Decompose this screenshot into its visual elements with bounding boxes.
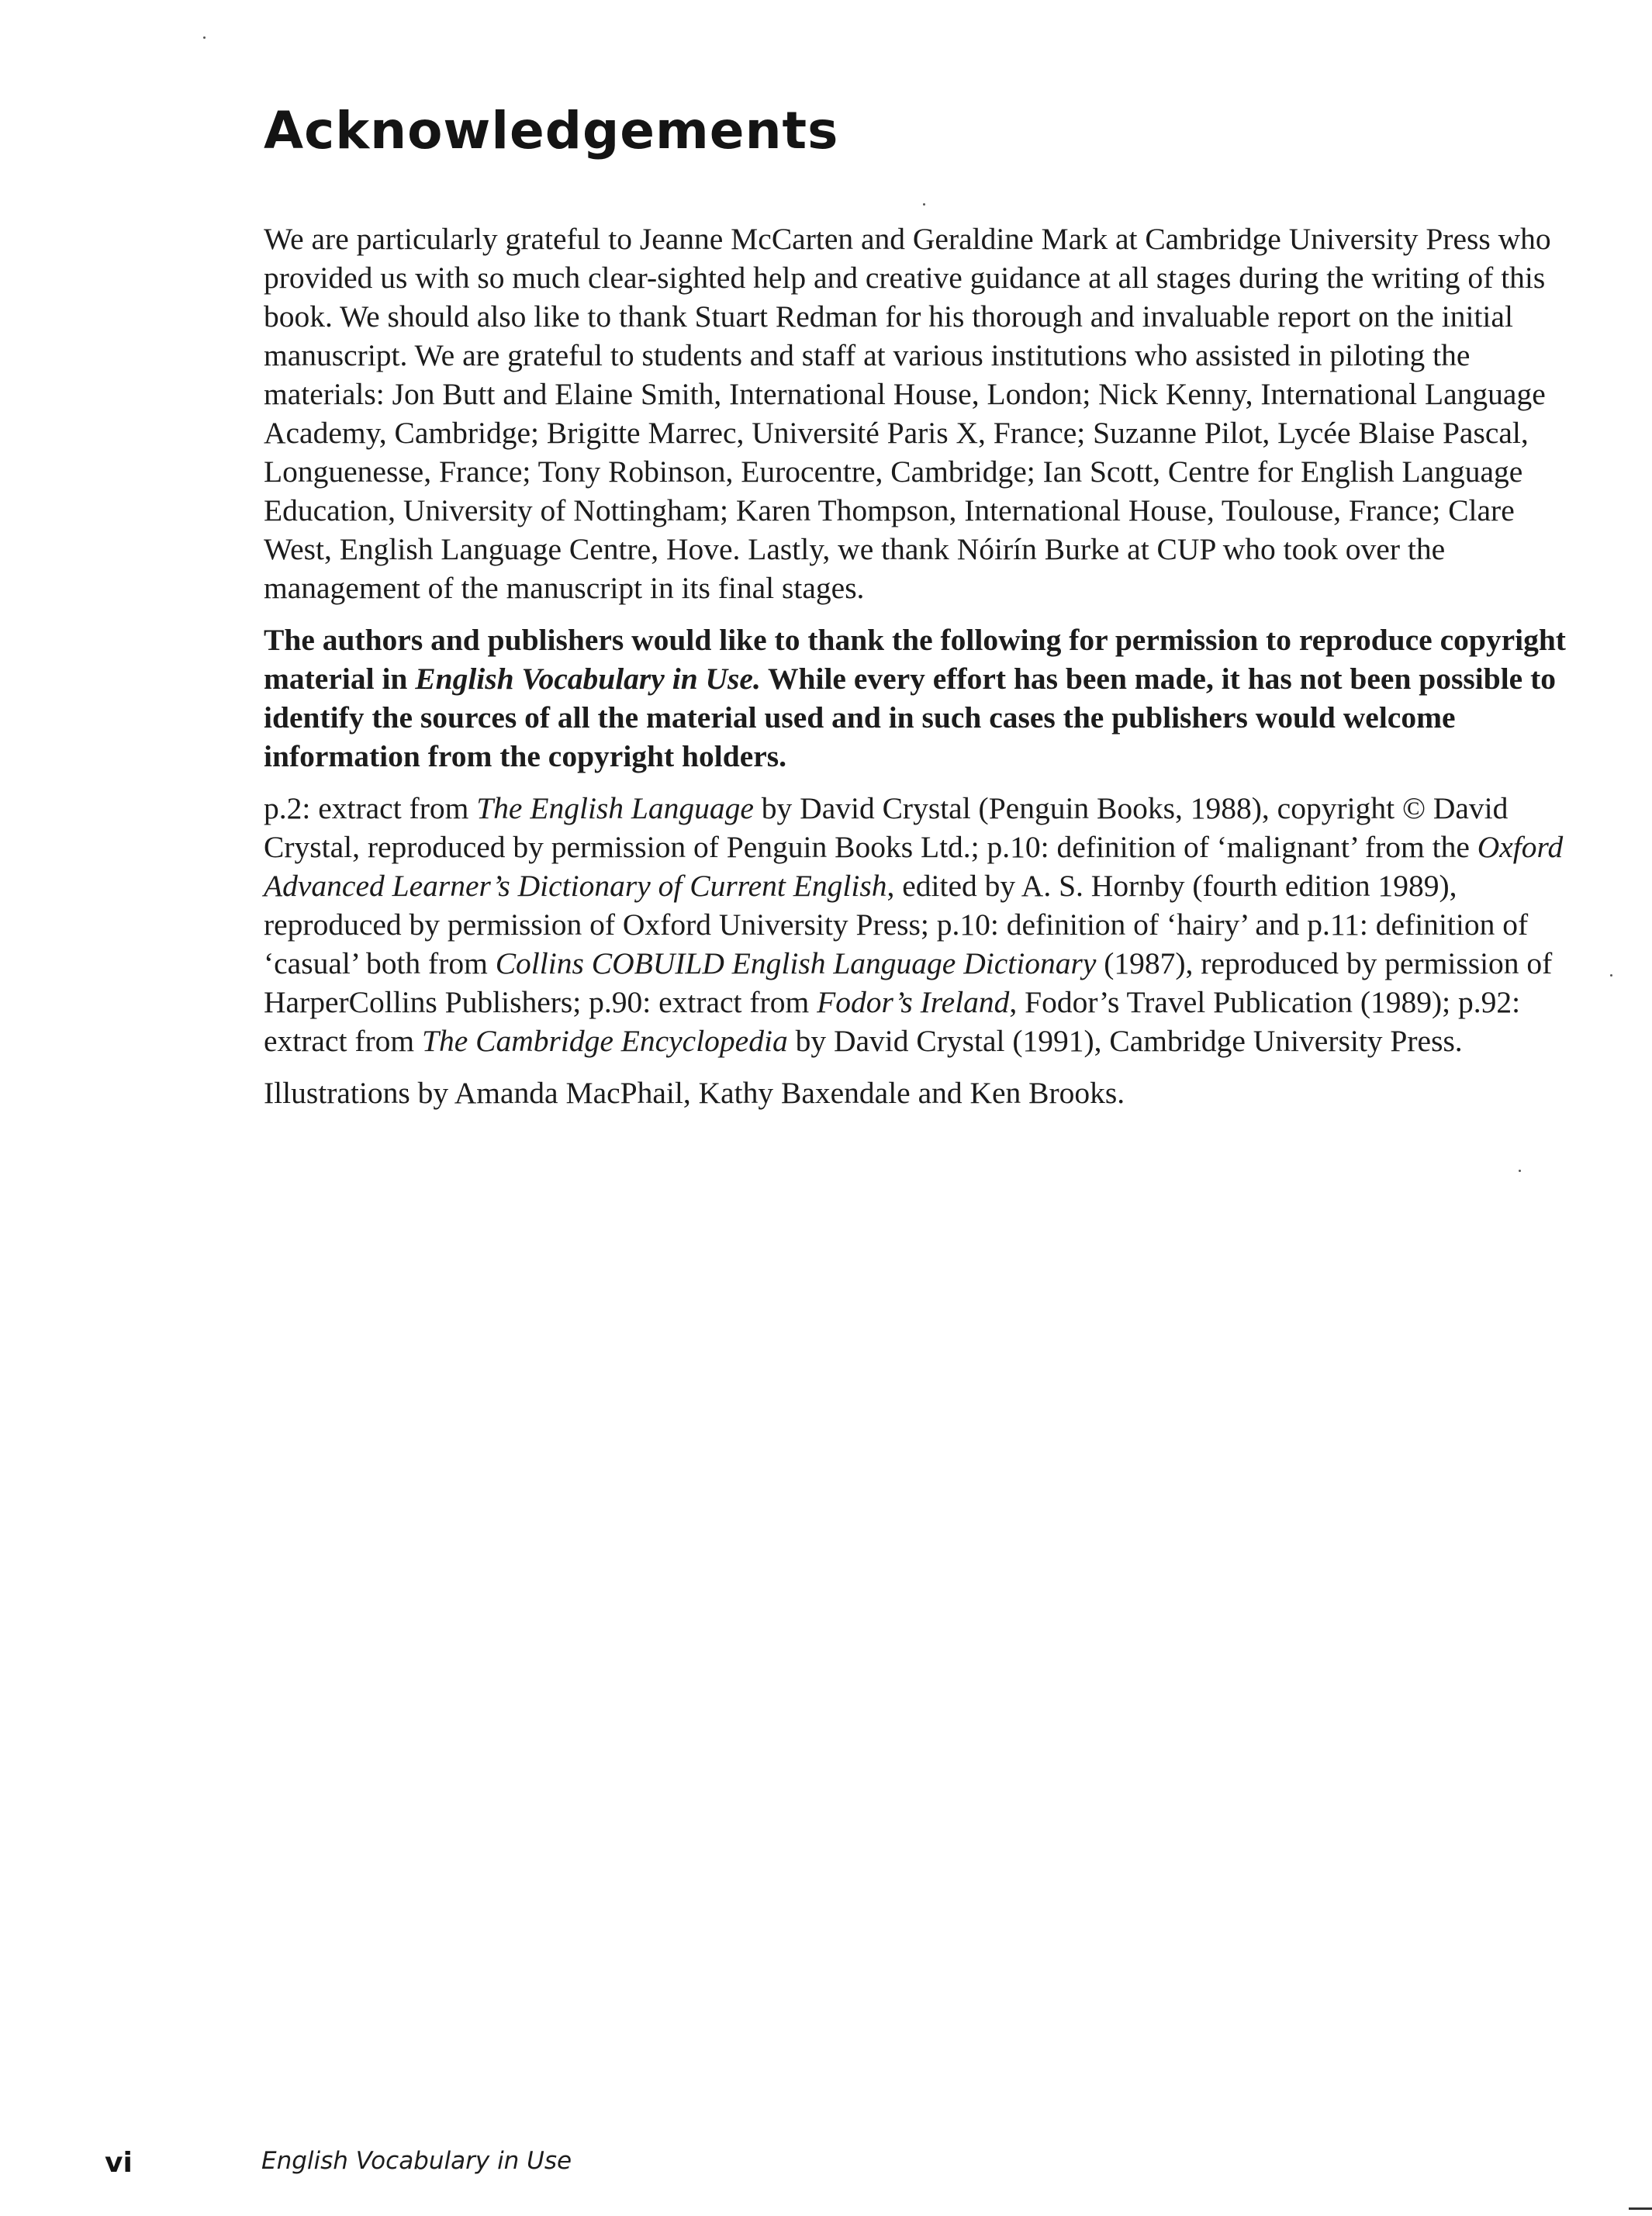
sources-paragraph (264, 789, 1582, 1060)
permission-text-end: While every effort has been made, it has not been possible to identify the sources of all the material used and in such cases the publishers would welcome information from the copyright holders. (264, 662, 1556, 773)
source-text: by David Crystal (Penguin Books, 1988), copyright © David Crystal, reproduced by permission of Penguin Books Ltd.; p.10: definition of ‘malignant’ from the (264, 791, 1509, 864)
source-text: p.2: extract from (264, 791, 477, 825)
copyright-permission-paragraph (264, 621, 1582, 776)
page-title: Acknowledgements (264, 101, 839, 161)
source-title: The Cambridge Encyclopedia (421, 1024, 788, 1058)
source-text: by David Crystal (1991), Cambridge University Press. (787, 1024, 1463, 1058)
thanks-paragraph: We are particularly grateful to Jeanne McCarten and Geraldine Mark at Cambridge University Press who provided us with so much clear-sighted help and creative guidance at all stages during the writing of this book. We should also like to thank Stuart Redman for his thorough and invaluable report on the initial manuscript. We are grateful to students and staff at various institutions who assisted in piloting the materials: Jon Butt and Elaine Smith, International House, London; Nick Kenny, International Language Academy, Cambridge; Brigitte Marrec, Université Paris X, France; Suzanne Pilot, Lycée Blaise Pascal, Longuenesse, France; Tony Robinson, Eurocentre, Cambridge; Ian Scott, Centre for English Language Education, University of Nottingham; Karen Thompson, International House, Toulouse, France; Clare West, English Language Centre, Hove. Lastly, we thank Nóirín Burke at CUP who took over the management of the manuscript in its final stages. (264, 222, 1551, 605)
source-title: Oxford Advanced Learner’s Dictionary of Current English (264, 830, 1564, 903)
source-text: , Fodor’s Travel Publication (1989); p.92: extract from (264, 985, 1521, 1058)
scan-speck (1610, 974, 1612, 977)
page-number: vi (105, 2147, 133, 2179)
acknowledgements-body (264, 220, 1582, 1125)
book-title-reference: English Vocabulary in Use. (415, 662, 761, 696)
scan-speck (1519, 1170, 1521, 1172)
scan-speck (923, 203, 925, 206)
scan-edge-mark (1629, 2207, 1652, 2210)
permission-text-start: The authors and publishers would like to thank the following for permission to reproduce copyright material in (264, 623, 1566, 696)
illustrations-credit: Illustrations by Amanda MacPhail, Kathy Baxendale and Ken Brooks. (264, 1076, 1125, 1110)
scan-speck (203, 36, 206, 39)
source-title: Collins COBUILD English Language Dictionary (495, 946, 1097, 980)
source-title: Fodor’s Ireland (817, 985, 1010, 1019)
source-title: The English Language (476, 791, 754, 825)
source-text: , edited by A. S. Hornby (fourth edition 1989), reproduced by permission of Oxford University Press; p.10: definition of ‘hairy’ and p.11: definition of ‘casual’ both from (264, 869, 1529, 980)
running-footer-title: English Vocabulary in Use (261, 2147, 572, 2175)
source-text: (1987), reproduced by permission of HarperCollins Publishers; p.90: extract from (264, 946, 1553, 1019)
